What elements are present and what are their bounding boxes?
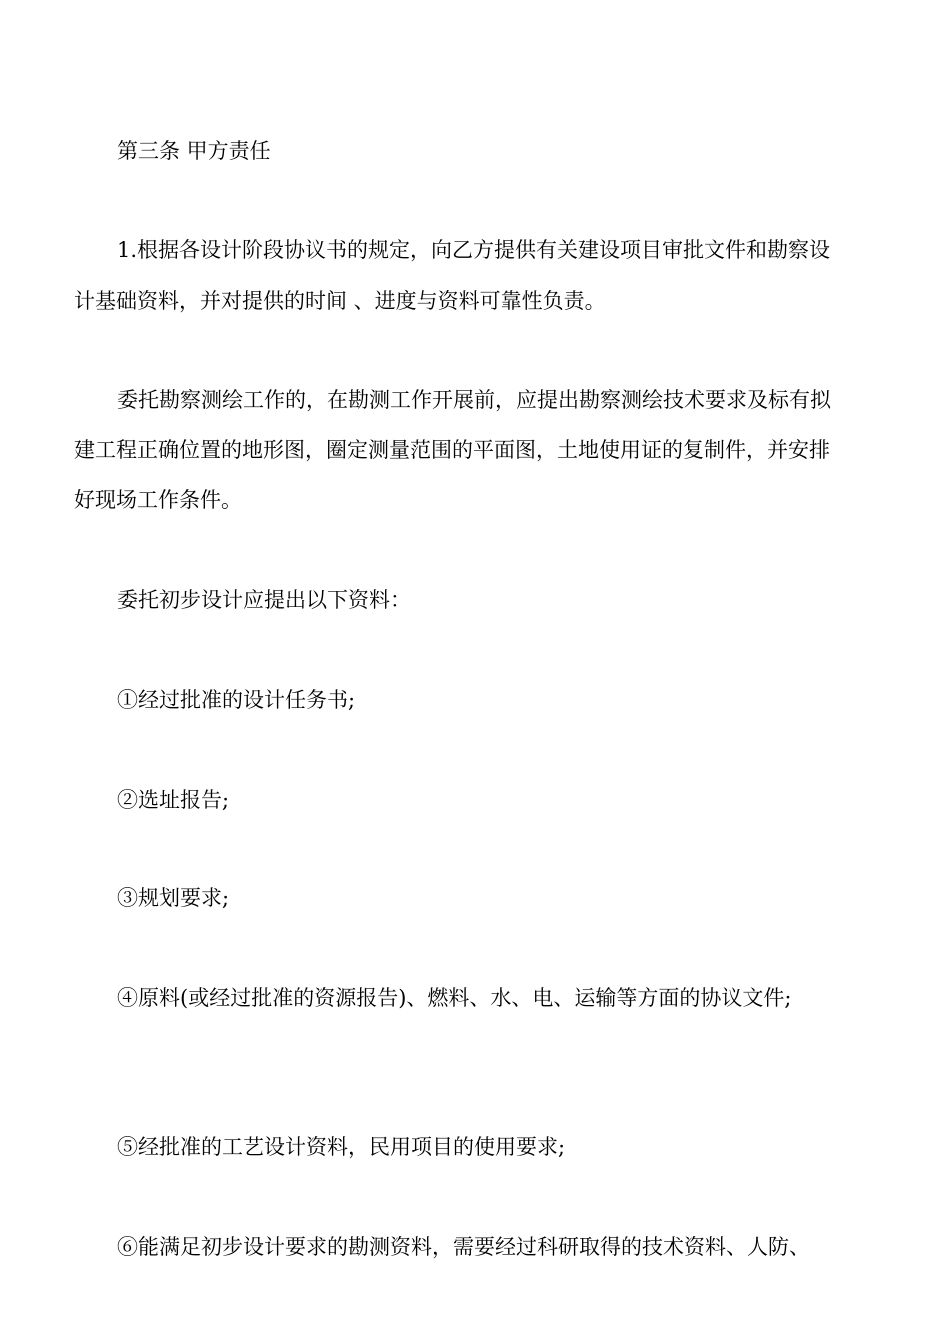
list-item: ⑥能满足初步设计要求的勘测资料，需要经过科研取得的技术资料、人防、	[117, 1235, 810, 1259]
list-item: ①经过批准的设计任务书;	[117, 688, 356, 712]
paragraph-line: 建工程正确位置的地形图，圈定测量范围的平面图，土地使用证的复制件，并安排	[74, 438, 830, 462]
paragraph-line: 计基础资料，并对提供的时间 、进度与资料可靠性负责。	[74, 289, 606, 313]
paragraph-line: 好现场工作条件。	[74, 488, 242, 512]
paragraph-line: 委托初步设计应提出以下资料：	[117, 588, 411, 612]
section-heading: 第三条 甲方责任	[117, 139, 271, 163]
list-item: ③规划要求;	[117, 886, 230, 910]
list-item: ④原料(或经过批准的资源报告)、燃料、水、电、运输等方面的协议文件;	[117, 986, 792, 1010]
list-item: ⑤经批准的工艺设计资料，民用项目的使用要求;	[117, 1135, 566, 1159]
list-item: ②选址报告;	[117, 788, 230, 812]
paragraph-line: 1.根据各设计阶段协议书的规定，向乙方提供有关建设项目审批文件和勘察设	[117, 238, 831, 262]
paragraph-line: 委托勘察测绘工作的，在勘测工作开展前，应提出勘察测绘技术要求及标有拟	[117, 388, 831, 412]
